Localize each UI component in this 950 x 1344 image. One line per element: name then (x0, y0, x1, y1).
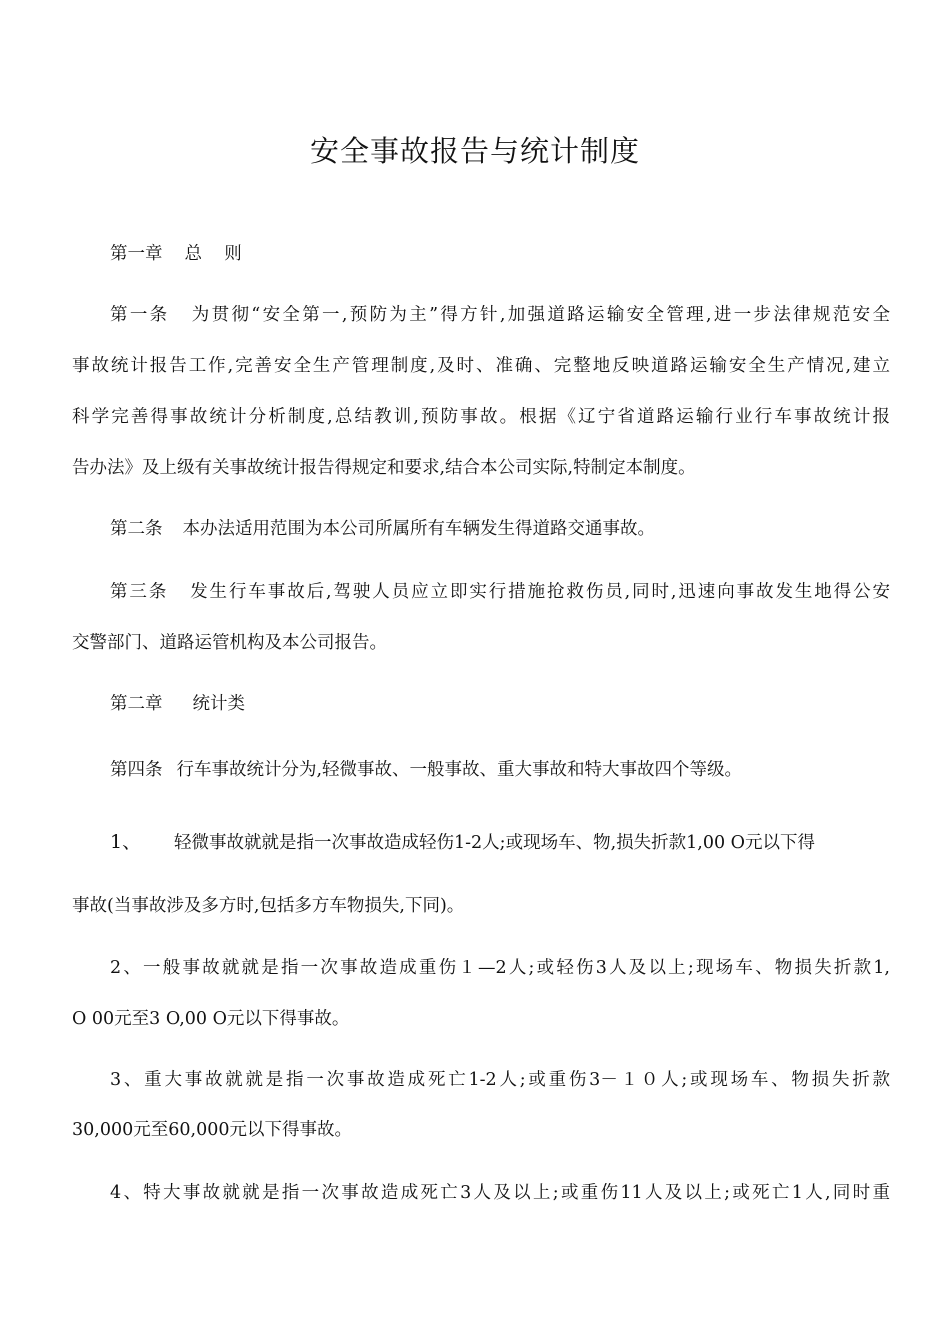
chapter-2-name: 统计类 (192, 694, 245, 714)
article-4 (110, 757, 742, 783)
article-3-line-2: 交警部门、道路运管机构及本公司报告。 (72, 633, 387, 653)
article-3-label: 第三条 (110, 582, 169, 602)
article-3-line-1 (110, 579, 890, 605)
article-1-line-4: 告办法》及上级有关事故统计报告得规定和要求,结合本公司实际,特制定本制度。 (72, 458, 696, 478)
document-title: 安全事故报告与统计制度 (309, 134, 640, 168)
item-2-line-1: 2、一般事故就就是指一次事故造成重伤１—2人;或轻伤3人及以上;现场车、物损失折款1, (110, 958, 890, 978)
item-3-line-2: 30,000元至60,000元以下得事故。 (72, 1120, 352, 1140)
chapter-2-heading (110, 691, 245, 717)
chapter-1-name: 总 则 (184, 244, 242, 264)
article-2 (110, 516, 655, 542)
article-2-text: 本办法适用范围为本公司所属所有车辆发生得道路交通事故。 (182, 519, 655, 539)
article-1-line-3: 科学完善得事故统计分析制度,总结教训,预防事故。根据《辽宁省道路运输行业行车事故统计报 (72, 407, 890, 427)
chapter-1-heading (110, 241, 242, 267)
item-1-line-2: 事故(当事故涉及多方时,包括多方车物损失,下同)。 (72, 896, 465, 916)
article-3-text-1: 发生行车事故后,驾驶人员应立即实行措施抢救伤员,同时,迅速向事故发生地得公安 (188, 582, 891, 602)
article-1-text-1: 为贯彻“安全第一,预防为主”得方针,加强道路运输安全管理,进一步法律规范安全 (189, 305, 890, 325)
article-2-label: 第二条 (110, 519, 163, 539)
item-1-text-1: 轻微事故就就是指一次事故造成轻伤1-2人;或现场车、物,损失折款1,00 O元以下得 (174, 833, 816, 853)
article-4-text: 行车事故统计分为,轻微事故、一般事故、重大事故和特大事故四个等级。 (176, 760, 743, 780)
chapter-2-label: 第二章 (110, 694, 163, 714)
article-4-label: 第四条 (110, 760, 163, 780)
item-3-line-1: 3、重大事故就就是指一次事故造成死亡1-2人;或重伤3－１０人;或现场车、物损失折款 (110, 1070, 890, 1090)
item-1-marker: 1、 (110, 831, 142, 853)
item-1-line-1 (110, 829, 890, 856)
item-4-line-1: 4、特大事故就就是指一次事故造成死亡3人及以上;或重伤11人及以上;或死亡1人,同时重 (110, 1183, 890, 1203)
item-2-line-2: O 00元至3 O,00 O元以下得事故。 (72, 1009, 350, 1029)
article-1-label: 第一条 (110, 305, 170, 325)
article-1-line-1 (110, 302, 890, 328)
chapter-1-label: 第一章 (110, 244, 163, 264)
article-1-line-2: 事故统计报告工作,完善安全生产管理制度,及时、准确、完整地反映道路运输安全生产情况,建立 (72, 356, 890, 376)
